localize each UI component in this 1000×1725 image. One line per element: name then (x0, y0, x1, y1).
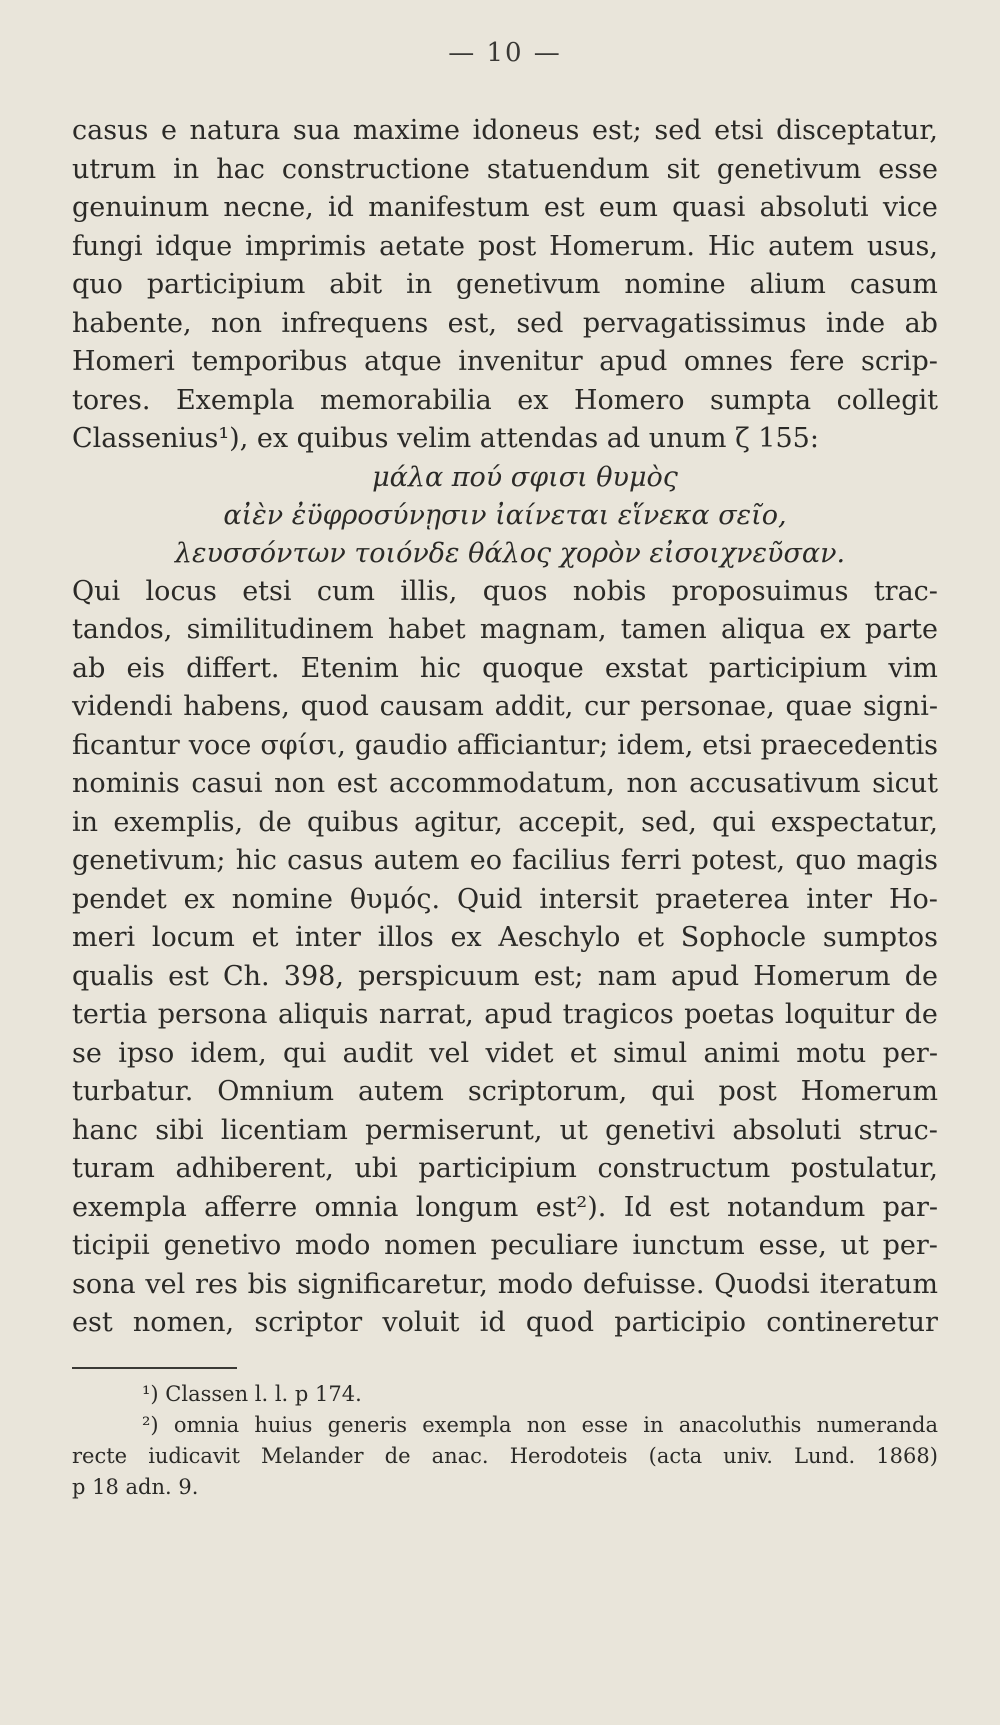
text-line: videndi habens, quod causam addit, cur personae, quae signi- (72, 691, 938, 722)
footnote-2 (72, 1410, 938, 1503)
text-line: Homeri temporibus atque invenitur apud omnes fere scrip- (72, 346, 938, 377)
footnote-1: ¹) Classen l. l. p 174. (142, 1381, 362, 1406)
footnote-line: ²) omnia huius generis exempla non esse in anacoluthis numeranda (142, 1412, 938, 1437)
text-line: hanc sibi licentiam permiserunt, ut genetivi absoluti struc- (72, 1114, 938, 1146)
quote-line: αἰὲν ἐϋφροσύνῃσιν ἰαίνεται εἵνεκα σεῖο, (223, 499, 787, 531)
text-line: genuinum necne, id manifestum est eum quasi absoluti vice (72, 192, 938, 223)
main-text-part-1 (72, 112, 938, 459)
footnote-line: p 18 adn. 9. (72, 1474, 199, 1499)
text-line: genetivum; hic casus autem eo facilius ferri potest, quo magis (72, 845, 938, 876)
main-text-part-2 (72, 573, 938, 1343)
footnote-rule (72, 1367, 237, 1369)
text-line: ticipii genetivo modo nomen peculiare iunctum esse, ut per- (72, 1230, 938, 1261)
text-line: Classenius¹), ex quibus velim attendas ad unum ζ 155: (72, 423, 819, 454)
text-line: se ipso idem, qui audit vel videt et simul animi motu per- (72, 1037, 938, 1069)
text-line: turam adhiberent, ubi participium constructum postulatur, (72, 1153, 938, 1184)
footnotes (72, 1379, 938, 1503)
text-line: tores. Exempla memorabilia ex Homero sumpta collegit (72, 384, 938, 416)
quote-line: λευσσόντων τοιόνδε θάλος χορὸν εἰσοιχνεῦσαν. (174, 537, 846, 569)
footnote-line: recte iudicavit Melander de anac. Herodoteis (acta univ. Lund. 1868) (72, 1443, 938, 1468)
text-line: sona vel res bis significaretur, modo defuisse. Quodsi iteratum (72, 1268, 938, 1300)
text-line: quo participium abit in genetivum nomine alium casum (72, 269, 938, 300)
text-line: ab eis differt. Etenim hic quoque exstat participium vim (72, 652, 938, 684)
text-line: pendet ex nomine θυμός. Quid intersit praeterea inter Ho- (72, 883, 938, 915)
text-line: fungi idque imprimis aetate post Homerum. Hic autem usus, (72, 230, 938, 262)
text-line: Qui locus etsi cum illis, quos nobis proposuimus trac- (72, 575, 938, 607)
text-line: est nomen, scriptor voluit id quod participio contineretur (72, 1307, 938, 1338)
text-line: ficantur voce σφίσι, gaudio afficiantur; idem, etsi praecedentis (72, 729, 938, 761)
homer-quote (72, 459, 938, 573)
text-line: tertia persona aliquis narrat, apud tragicos poetas loquitur de (72, 999, 938, 1030)
text-line: tandos, similitudinem habet magnam, tamen aliqua ex parte (72, 614, 938, 645)
text-line: nominis casui non est accommodatum, non accusativum sicut (72, 768, 938, 799)
text-line: qualis est Ch. 398, perspicuum est; nam apud Homerum de (72, 960, 938, 992)
page-number: — 10 — (448, 38, 562, 68)
text-line: utrum in hac constructione statuendum sit genetivum esse (72, 153, 938, 185)
quote-line: μάλα πού σφισι θυμὸς (372, 461, 678, 493)
text-line: turbatur. Omnium autem scriptorum, qui post Homerum (72, 1076, 938, 1107)
text-line: in exemplis, de quibus agitur, accepit, sed, qui exspectatur, (72, 806, 938, 838)
text-line: casus e natura sua maxime idoneus est; sed etsi disceptatur, (72, 115, 938, 146)
text-line: habente, non infrequens est, sed pervagatissimus inde ab (72, 307, 938, 339)
text-line: exempla afferre omnia longum est²). Id est notandum par- (72, 1191, 938, 1223)
text-line: meri locum et inter illos ex Aeschylo et Sophocle sumptos (72, 922, 938, 953)
